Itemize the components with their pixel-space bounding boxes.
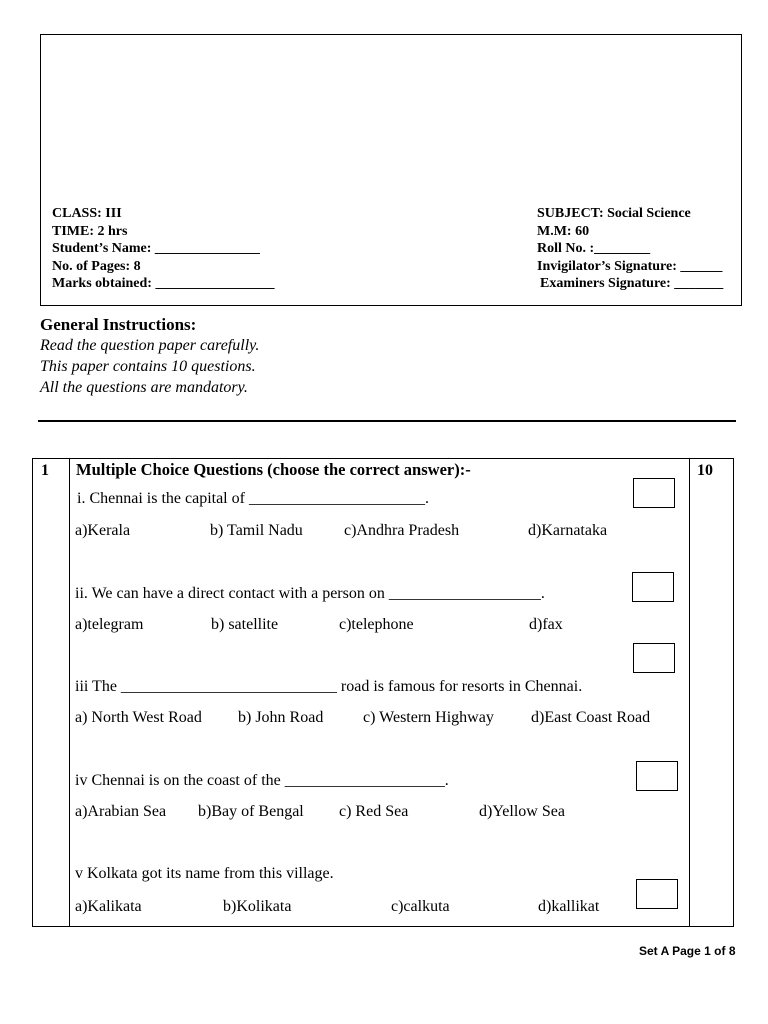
option-a: a)Kerala [75,522,131,539]
option-d: d)East Coast Road [531,709,651,726]
student-name-field: Student’s Name: _______________ [52,241,260,257]
pages-label: No. of Pages: 8 [52,258,141,274]
horizontal-divider [38,420,736,422]
column-divider [69,459,70,926]
header-left-column [52,205,274,293]
option-d: d)fax [529,616,563,633]
option-d: d)Yellow Sea [479,803,565,820]
option-a: a)Kalikata [75,898,142,915]
instruction-line: This paper contains 10 questions. [40,358,256,375]
question-table [32,458,734,927]
footer-prefix: Set A Page [639,944,705,958]
header-right-column [537,205,723,293]
option-c: c)telephone [339,616,414,633]
option-a: a) North West Road [75,709,202,726]
option-b: b) John Road [238,709,324,726]
question-text: ii. We can have a direct contact with a person on ___________________. [75,585,545,602]
question-text: v Kolkata got its name from this village. [75,865,334,882]
option-b: b)Kolikata [223,898,292,915]
option-c: c) Red Sea [339,803,409,820]
examiner-signature-field: Examiners Signature: _______ [540,276,724,292]
footer-page-number: 1 [704,944,711,958]
option-a: a)Arabian Sea [75,803,167,820]
option-b: b) Tamil Nadu [210,522,303,539]
time-label: TIME: 2 hrs [52,223,128,239]
answer-box[interactable] [632,572,674,602]
option-c: c) Western Highway [363,709,494,726]
option-b: b)Bay of Bengal [198,803,304,820]
subject-label: SUBJECT: Social Science [537,206,691,221]
question-heading: Multiple Choice Questions (choose the correct answer):- [76,460,471,479]
instruction-line: All the questions are mandatory. [40,379,248,396]
option-a: a)telegram [75,616,144,633]
answer-box[interactable] [633,643,675,673]
option-d: d)kallikat [538,898,600,915]
max-marks-label: M.M: 60 [537,223,590,239]
answer-box[interactable] [636,761,678,791]
invigilator-signature-field: Invigilator’s Signature: ______ [537,258,723,274]
question-marks: 10 [697,462,713,479]
footer-total-pages: 8 [728,944,736,958]
column-divider [689,459,690,926]
option-c: c)Andhra Pradesh [344,522,460,539]
option-c: c)calkuta [391,898,450,915]
option-b: b) satellite [211,616,279,633]
answer-box[interactable] [633,478,675,508]
instructions-title: General Instructions: [40,315,197,334]
roll-no-field: Roll No. :________ [537,241,651,257]
footer-of-label: of [710,944,729,958]
question-number: 1 [41,462,49,479]
page-footer [639,944,736,958]
option-d: d)Karnataka [528,522,608,539]
question-text: iv Chennai is on the coast of the ____________________. [75,772,449,789]
marks-obtained-field: Marks obtained: _________________ [52,276,275,292]
question-text: i. Chennai is the capital of ______________________. [77,490,429,507]
answer-box[interactable] [636,879,678,909]
exam-header-box [40,34,742,306]
class-label: CLASS: III [52,206,122,221]
instruction-line: Read the question paper carefully. [40,337,260,354]
question-text: iii The ___________________________ road is famous for resorts in Chennai. [75,678,583,695]
